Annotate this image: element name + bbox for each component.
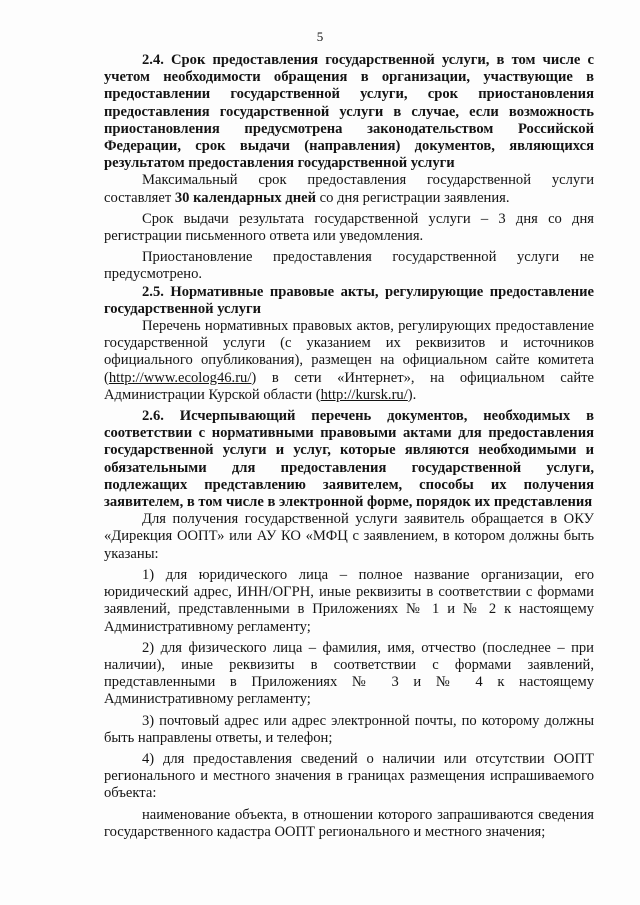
bold-term: 30 календарных дней bbox=[174, 189, 317, 206]
text-span: Максимальный срок предоставления государственной услуги составляет bbox=[104, 172, 594, 206]
kursk-site-link[interactable]: http://kursk.ru/ bbox=[320, 386, 408, 403]
section-2-6-intro: Для получения государственной услуги заявитель обращается в ОКУ «Дирекция ООПТ» или АУ КО «МФЦ с заявлением, в котором должны быть указаны: bbox=[104, 511, 594, 562]
text-span: ) в сети «Интернет», на официальном сайте Администрации Курской области ( bbox=[104, 369, 594, 403]
list-item-4: 4) для предоставления сведений о наличии или отсутствии ООПТ регионального и местного значения в границах размещения испрашиваемого объекта: bbox=[104, 750, 594, 802]
list-item-4-subitem: наименование объекта, в отношении которого запрашиваются сведения государственного кадастра ООПТ регионального и местного значения; bbox=[104, 806, 594, 840]
list-item-1: 1) для юридического лица – полное название организации, его юридический адрес, ИНН/ОГРН, иные реквизиты в соответствии с формами заявлений, представленными в Приложениях № 1 и № 2 к настоящему Административному регламенту; bbox=[104, 566, 594, 635]
list-item-3: 3) почтовый адрес или адрес электронной почты, по которому должны быть направлены ответы, и телефон; bbox=[104, 712, 594, 746]
section-2-5-heading: 2.5. Нормативные правовые акты, регулирующие предоставление государственной услуги bbox=[104, 283, 594, 317]
section-2-4-paragraph-3: Приостановление предоставления государственной услуги не предусмотрено. bbox=[104, 249, 594, 283]
text-span: Перечень нормативных правовых актов, регулирующих предоставление государственной услуги (с указанием их реквизитов и источников официального опубликования), размещен на официальном сайте комитета ( bbox=[104, 318, 594, 386]
section-2-4-paragraph-1 bbox=[104, 172, 594, 206]
list-item-2: 2) для физического лица – фамилия, имя, отчество (последнее – при наличии), иные реквизиты в соответствии с формами заявлений, представленными в Приложениях № 3 и № 4 к настоящему Административному регламенту; bbox=[104, 639, 594, 708]
section-2-5-paragraph-1 bbox=[104, 318, 594, 404]
section-2-4-heading: 2.4. Срок предоставления государственной услуги, в том числе с учетом необходимости обращения в организации, участвующие в предоставлении государственной услуги, срок приостановления предоставления государственной услуги в случае, если возможность приостановления предусмотрена законодательством Российской Федерации, срок выдачи (направления) документов, являющихся результатом предоставления государственной услуги bbox=[104, 52, 594, 172]
section-2-4-paragraph-2: Срок выдачи результата государственной услуги – 3 дня со дня регистрации письменного ответа или уведомления. bbox=[104, 210, 594, 245]
text-span: со дня регистрации заявления. bbox=[316, 189, 510, 206]
document-body bbox=[104, 52, 594, 841]
page-number: 5 bbox=[316, 29, 324, 44]
ecolog-site-link[interactable]: http://www.ecolog46.ru/ bbox=[108, 369, 252, 386]
text-span: ). bbox=[407, 386, 417, 403]
section-2-6-heading: 2.6. Исчерпывающий перечень документов, необходимых в соответствии с нормативными правовыми актами для предоставления государственной услуги и услуг, которые являются необходимыми и обязательными для предоставления государственной услуги, подлежащих представлению заявителем, способы их получения заявителем, в том числе в электронной форме, порядок их представления bbox=[104, 408, 594, 511]
